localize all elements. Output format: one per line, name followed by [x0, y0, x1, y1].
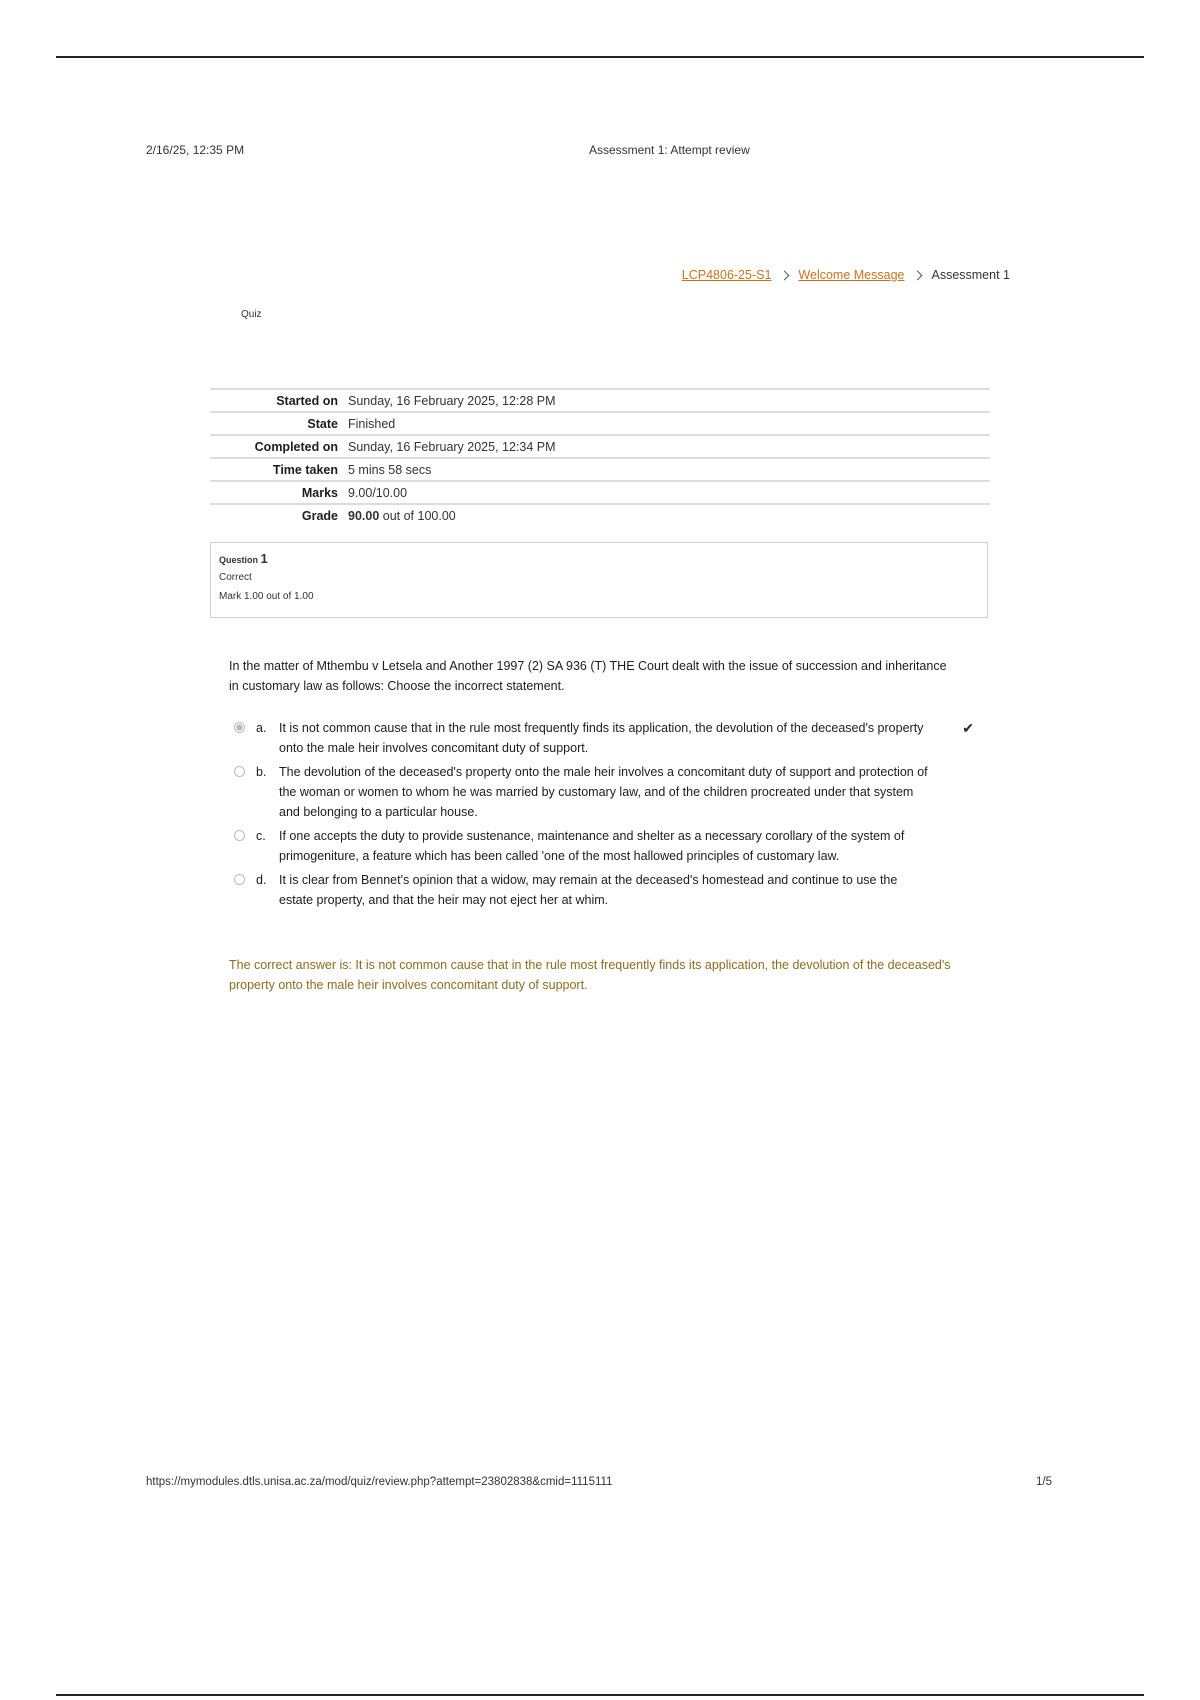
breadcrumb-link-course[interactable]: LCP4806-25-S1	[681, 268, 772, 282]
radio-button[interactable]	[234, 874, 245, 885]
summary-row-grade	[210, 504, 990, 527]
summary-value: Sunday, 16 February 2025, 12:28 PM	[348, 393, 556, 408]
breadcrumb-link-welcome-message[interactable]: Welcome Message	[798, 268, 905, 282]
question-info-box	[210, 542, 988, 618]
summary-row-completed	[210, 435, 990, 458]
summary-value: 5 mins 58 secs	[348, 462, 432, 477]
correct-answer-feedback: The correct answer is: It is not common cause that in the rule most frequently finds its application, the devolution of the deceased's property onto the male heir involves concomitant duty of support.	[229, 958, 951, 992]
summary-row-started	[210, 389, 990, 412]
page-number: 1/5	[1036, 1476, 1052, 1488]
radio-button-selected[interactable]	[234, 722, 245, 733]
grade-total: out of 100.00	[379, 509, 456, 523]
answer-letter: a.	[256, 721, 267, 735]
chevron-right-icon	[913, 270, 923, 280]
summary-row-state	[210, 412, 990, 435]
answer-option-d[interactable]	[234, 870, 974, 910]
summary-value: 9.00/10.00	[348, 485, 408, 500]
answer-text: It is not common cause that in the rule most frequently finds its application, the devolution of the deceased's property onto the male heir involves concomitant duty of support.	[279, 721, 924, 755]
summary-value: Finished	[348, 416, 396, 431]
print-footer	[146, 1476, 1052, 1488]
answer-text: If one accepts the duty to provide sustenance, maintenance and shelter as a necessary corollary of the system of primogeniture, a feature which has been called 'one of the most hallowed principles of customary law.	[279, 829, 905, 863]
answer-option-b[interactable]	[234, 762, 974, 822]
answer-text: The devolution of the deceased's property onto the male heir involves a concomitant duty of support and protection of the woman or women to whom he was married by customary law, and of the children procreated under that system and belonging to a particular house.	[279, 765, 928, 819]
summary-label: Started on	[276, 393, 338, 408]
print-document-title: Assessment 1: Attempt review	[589, 143, 750, 157]
top-page-rule	[56, 56, 1144, 58]
summary-label: Marks	[301, 485, 338, 500]
summary-value	[348, 504, 990, 527]
summary-label: Time taken	[272, 462, 338, 477]
question-state: Correct	[219, 572, 252, 583]
bottom-page-rule	[56, 1694, 1144, 1696]
checkmark-icon: ✔	[962, 720, 974, 736]
answer-option-c[interactable]	[234, 826, 974, 866]
chevron-right-icon	[780, 270, 790, 280]
summary-row-time-taken	[210, 458, 990, 481]
answer-option-a[interactable]	[234, 718, 974, 758]
print-url: https://mymodules.dtls.unisa.ac.za/mod/quiz/review.php?attempt=23802838&cmid=1115111	[146, 1476, 613, 1488]
grade-score: 90.00	[348, 509, 380, 523]
question-number	[219, 551, 979, 566]
summary-label: Completed on	[254, 439, 338, 454]
question-mark: Mark 1.00 out of 1.00	[219, 591, 314, 602]
answer-text: It is clear from Bennet's opinion that a widow, may remain at the deceased's homestead and continue to use the estate property, and that the heir may not eject her at whim.	[279, 873, 898, 907]
summary-value: Sunday, 16 February 2025, 12:34 PM	[348, 439, 556, 454]
attempt-summary-table	[210, 388, 990, 527]
answer-letter: d.	[256, 873, 267, 887]
answer-letter: b.	[256, 765, 267, 779]
question-number-prefix: Question	[219, 555, 261, 565]
breadcrumb-current: Assessment 1	[931, 268, 1010, 282]
print-datetime: 2/16/25, 12:35 PM	[146, 143, 245, 157]
summary-label: Grade	[301, 509, 338, 523]
question-text: In the matter of Mthembu v Letsela and Another 1997 (2) SA 936 (T) THE Court dealt with the issue of succession and inheritance in customary law as follows: Choose the incorrect statement.	[229, 659, 947, 693]
breadcrumb	[682, 268, 1010, 282]
answer-list	[234, 718, 974, 914]
radio-button[interactable]	[234, 830, 245, 841]
summary-label: State	[307, 416, 338, 431]
answer-letter: c.	[256, 829, 266, 843]
question-number-value: 1	[260, 551, 268, 566]
quiz-label: Quiz	[241, 309, 262, 320]
summary-row-marks	[210, 481, 990, 504]
radio-button[interactable]	[234, 766, 245, 777]
